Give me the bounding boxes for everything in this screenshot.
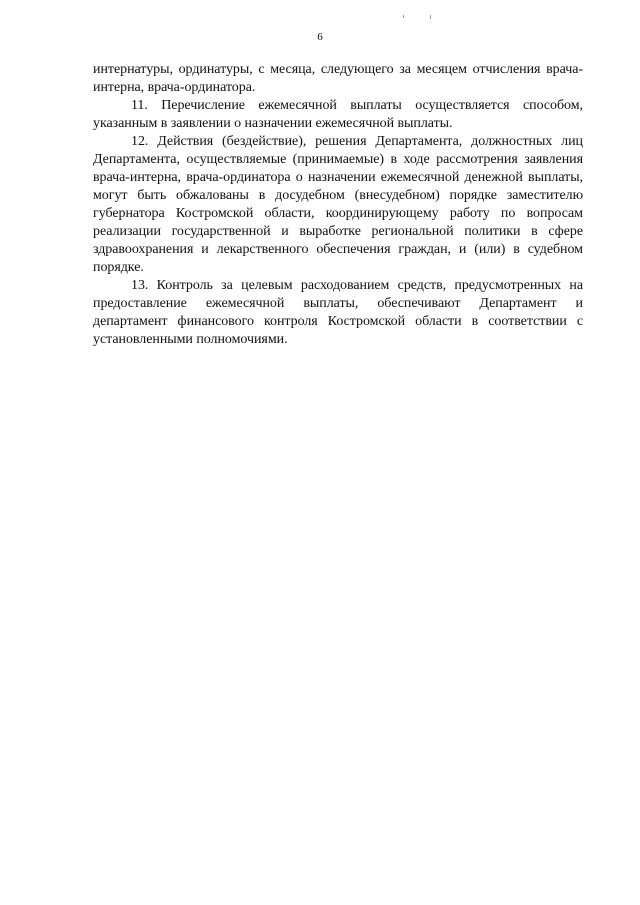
paragraph-item-11: 11. Перечисление ежемесячной выплаты осуществляется способом, указанным в заявлении о назначении ежемесячной выплаты. xyxy=(93,98,583,131)
page-number: 6 xyxy=(317,31,323,43)
paragraph-continuation: интернатуры, ординатуры, с месяца, следующего за месяцем отчисления врача-интерна, врача-ординатора. xyxy=(93,62,583,95)
paragraph-item-12: 12. Действия (бездействие), решения Департамента, должностных лиц Департамента, осуществляемые (принимаемые) в ходе рассмотрения заявления врача-интерна, врача-ординатора о назначении ежемесячной денежной выплаты, могут быть обжалованы в досудебном (внесудебном) порядке заместителю губернатора Костромской области, координирующему работу по вопросам реализации государственной и выработке региональной политики в сфере здравоохранения и лекарственного обеспечения граждан, и (или) в судебном порядке. xyxy=(93,134,583,275)
paragraph-item-13: 13. Контроль за целевым расходованием средств, предусмотренных на предоставление ежемесячной выплаты, обеспечивают Департамент и департамент финансового контроля Костромской области в соответствии с установленными полномочиями. xyxy=(93,278,583,347)
scan-artifact-mark xyxy=(403,15,404,18)
scan-artifact-mark xyxy=(430,15,431,19)
document-body xyxy=(93,61,583,349)
